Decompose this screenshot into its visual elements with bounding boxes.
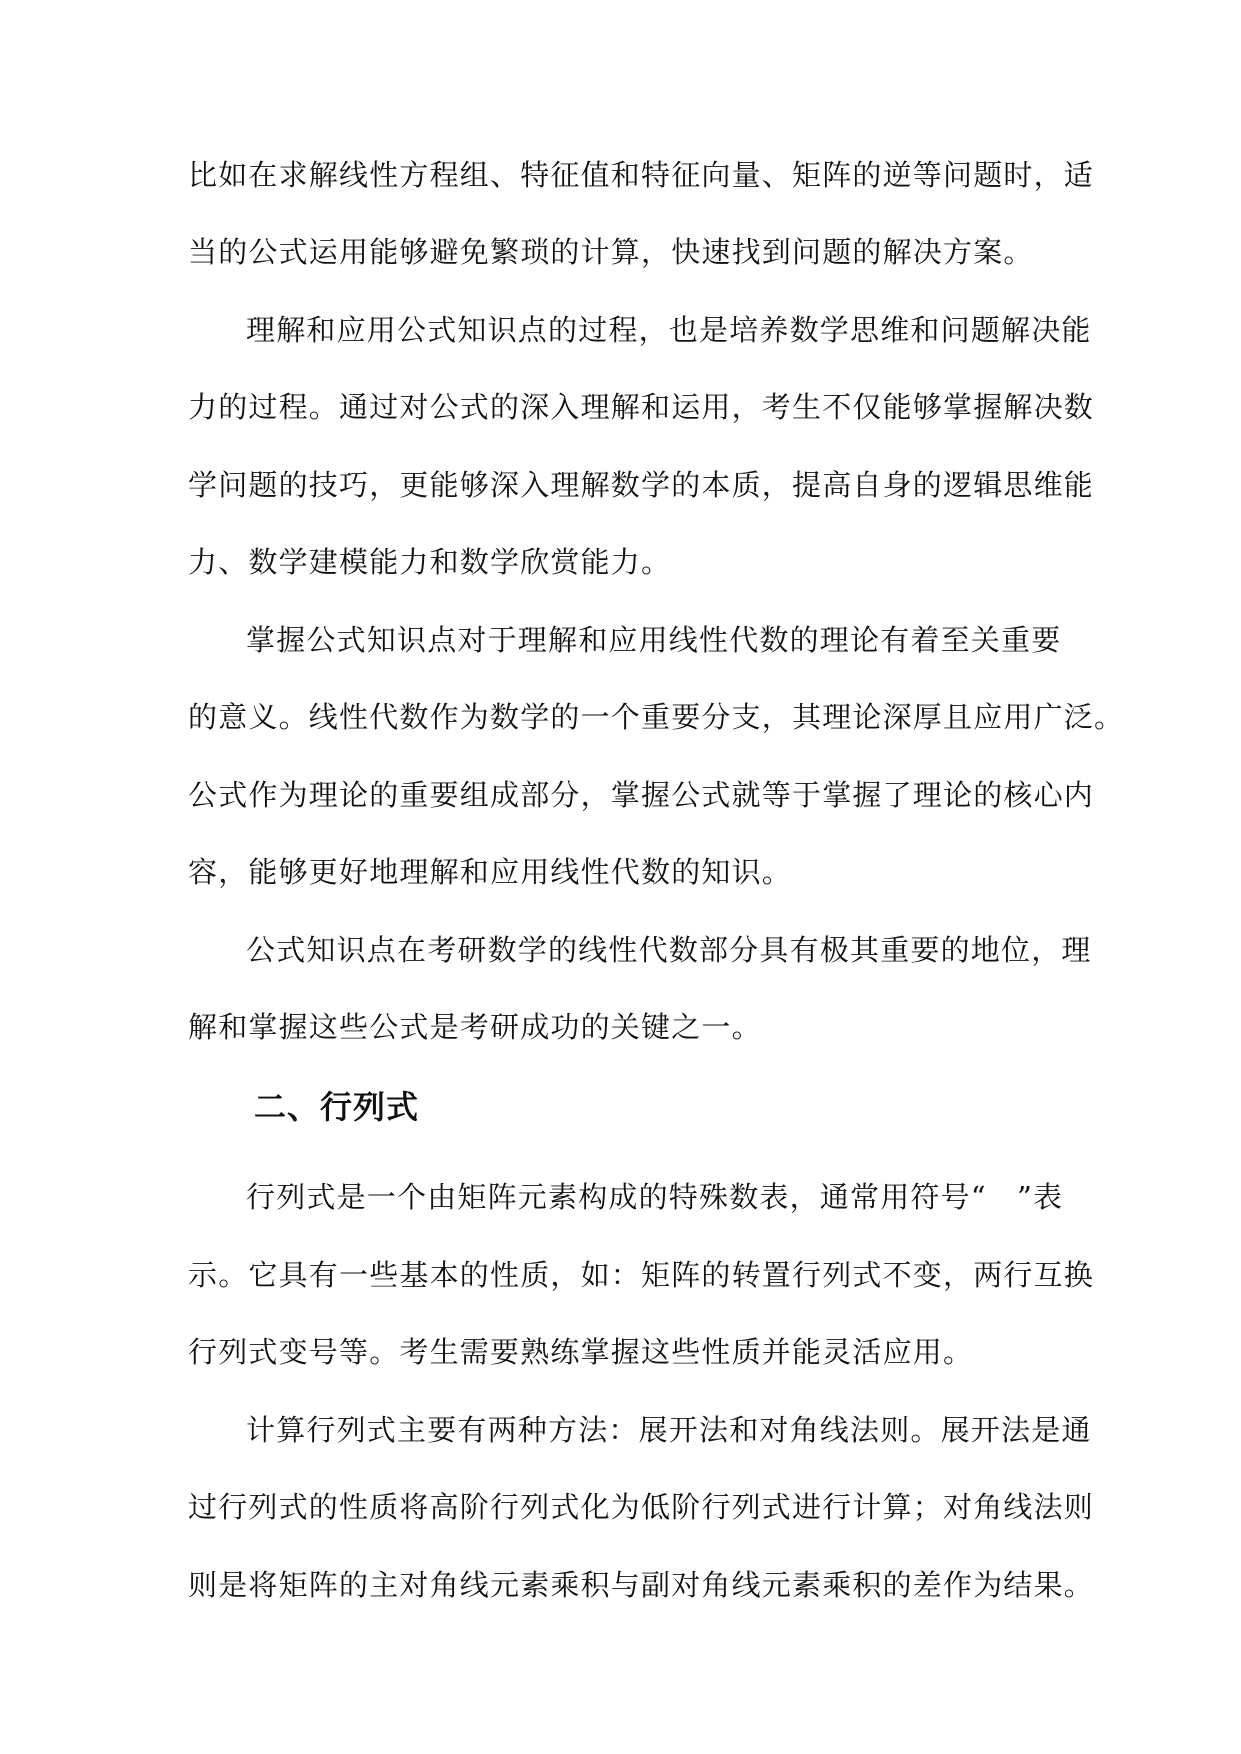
paragraph-line: 解和掌握这些公式是考研成功的关键之一。: [188, 1010, 762, 1044]
paragraph-line: 力的过程。通过对公式的深入理解和运用，考生不仅能够掌握解决数: [188, 390, 1095, 424]
paragraph-line: 容，能够更好地理解和应用线性代数的知识。: [188, 855, 793, 889]
paragraph-line: 比如在求解线性方程组、特征值和特征向量、矩阵的逆等问题时，适: [188, 158, 1095, 192]
paragraph-line: 则是将矩阵的主对角线元素乘积与副对角线元素乘积的差作为结果。: [188, 1568, 1095, 1602]
paragraph-line: 行列式变号等。考生需要熟练掌握这些性质并能灵活应用。: [188, 1335, 974, 1369]
paragraph-line: 公式作为理论的重要组成部分，掌握公式就等于掌握了理论的核心内: [188, 778, 1095, 812]
paragraph-first-line: 行列式是一个由矩阵元素构成的特殊数表，通常用符号“ ”表: [246, 1180, 1064, 1214]
paragraph-first-line: 理解和应用公式知识点的过程，也是培养数学思维和问题解决能: [246, 313, 1092, 347]
paragraph-first-line: 公式知识点在考研数学的线性代数部分具有极其重要的地位，理: [246, 933, 1092, 967]
paragraph-line: 过行列式的性质将高阶行列式化为低阶行列式进行计算；对角线法则: [188, 1490, 1095, 1524]
paragraph-first-line: 掌握公式知识点对于理解和应用线性代数的理论有着至关重要: [246, 623, 1062, 657]
paragraph-line: 示。它具有一些基本的性质，如：矩阵的转置行列式不变，两行互换: [188, 1258, 1095, 1292]
paragraph-line: 学问题的技巧，更能够深入理解数学的本质，提高自身的逻辑思维能: [188, 468, 1095, 502]
section-heading: 二、行列式: [254, 1088, 420, 1126]
paragraph-line: 的意义。线性代数作为数学的一个重要分支，其理论深厚且应用广泛。: [188, 700, 1125, 734]
paragraph-line: 力、数学建模能力和数学欣赏能力。: [188, 545, 672, 579]
paragraph-first-line: 计算行列式主要有两种方法：展开法和对角线法则。展开法是通: [246, 1413, 1092, 1447]
paragraph-line: 当的公式运用能够避免繁琐的计算，快速找到问题的解决方案。: [188, 235, 1034, 269]
